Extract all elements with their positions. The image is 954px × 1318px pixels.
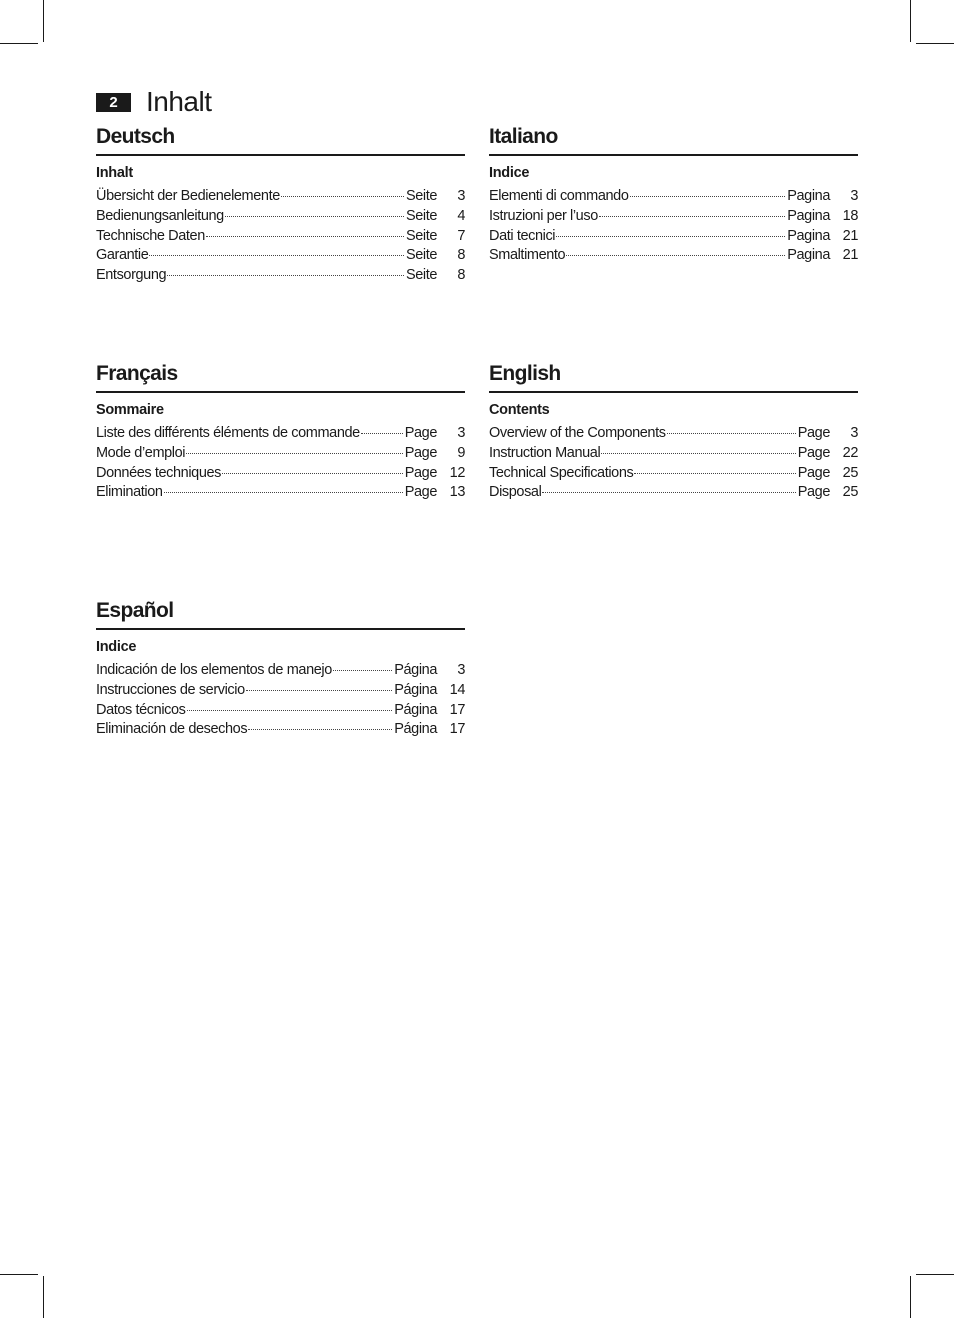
- toc-page-word: Page: [797, 425, 830, 441]
- toc-entry-label: Technische Daten: [96, 227, 205, 244]
- crop-mark-top-left-vertical: [43, 0, 44, 42]
- toc-page-number: 8: [457, 267, 465, 284]
- dot-leader: [281, 196, 404, 197]
- toc-page-number: 4: [457, 207, 465, 224]
- toc-page-number: 3: [850, 188, 858, 204]
- toc-entry-label: Eliminación de desechos: [96, 721, 248, 738]
- dot-leader: [246, 690, 392, 691]
- toc-page-number: 8: [457, 247, 465, 264]
- toc-entry-label: Elementi di commando: [489, 188, 629, 204]
- crop-mark-top-left-horizontal: [0, 43, 38, 44]
- dot-leader: [634, 473, 795, 474]
- toc-page-number: 22: [842, 444, 858, 461]
- toc-page-word: Page: [404, 484, 437, 501]
- toc-entry[interactable]: [96, 661, 465, 681]
- toc-entry[interactable]: [489, 227, 858, 247]
- page-title: Inhalt: [146, 86, 212, 117]
- toc-page-word: Pagina: [787, 247, 830, 264]
- dot-leader: [248, 729, 392, 730]
- toc-page-word: Página: [394, 662, 437, 678]
- toc-page-number: 13: [449, 484, 465, 501]
- dot-leader: [167, 275, 404, 276]
- crop-mark-bottom-right-vertical: [910, 1276, 911, 1318]
- toc-title: Contents: [489, 402, 550, 418]
- toc-entry[interactable]: [96, 483, 465, 503]
- toc-page-number: 7: [457, 227, 465, 244]
- toc-entry[interactable]: [489, 187, 858, 207]
- toc-page-number: 21: [842, 227, 858, 244]
- toc-title: Inhalt: [96, 165, 133, 181]
- dot-leader: [630, 196, 786, 197]
- toc-entry[interactable]: [489, 444, 858, 464]
- toc-entry-label: Dati tecnici: [489, 227, 556, 244]
- toc-entry[interactable]: [96, 187, 465, 207]
- dot-leader: [225, 216, 404, 217]
- toc-title: Indice: [489, 165, 530, 181]
- crop-mark-top-right-vertical: [910, 0, 911, 42]
- toc-title: Sommaire: [96, 402, 164, 418]
- toc-entry[interactable]: [96, 444, 465, 464]
- dot-leader: [361, 433, 403, 434]
- toc-page-number: 9: [457, 444, 465, 461]
- toc-page-word: Pagina: [787, 207, 830, 224]
- toc-entry-label: Entsorgung: [96, 267, 167, 284]
- toc-entry[interactable]: [96, 227, 465, 247]
- dot-leader: [164, 492, 403, 493]
- toc-list: [96, 424, 465, 503]
- toc-entry-label: Elimination: [96, 484, 163, 501]
- toc-page-word: Seite: [405, 227, 437, 244]
- toc-page-word: Page: [404, 464, 437, 481]
- section-francais: [96, 361, 465, 503]
- toc-entry[interactable]: [489, 424, 858, 444]
- dot-leader: [206, 236, 404, 237]
- dot-leader: [601, 453, 795, 454]
- toc-page-word: Seite: [405, 188, 437, 204]
- toc-entry-label: Indicación de los elementos de manejo: [96, 662, 332, 678]
- toc-page-number: 18: [842, 207, 858, 224]
- toc-entry-label: Instruction Manual: [489, 444, 601, 461]
- section-heading: Français: [96, 361, 465, 393]
- toc-entry-label: Données techniques: [96, 464, 222, 481]
- toc-entry-label: Istruzioni per l’uso: [489, 207, 598, 224]
- toc-entry[interactable]: [489, 464, 858, 484]
- toc-entry-label: Liste des différents éléments de commande: [96, 425, 360, 441]
- dot-leader: [333, 670, 392, 671]
- toc-entry[interactable]: [96, 424, 465, 444]
- toc-page-number: 17: [449, 721, 465, 738]
- toc-page-number: 3: [850, 425, 858, 441]
- toc-entry-label: Overview of the Components: [489, 425, 666, 441]
- toc-list: [489, 187, 858, 266]
- toc-entry[interactable]: [96, 720, 465, 740]
- section-espanol: [96, 598, 465, 740]
- toc-entry-label: Übersicht der Bedienelemente: [96, 188, 280, 204]
- dot-leader: [187, 710, 393, 711]
- section-heading: Italiano: [489, 124, 858, 156]
- toc-page-number: 25: [842, 484, 858, 501]
- toc-list: [489, 424, 858, 503]
- toc-page-number: 14: [449, 681, 465, 698]
- dot-leader: [149, 255, 404, 256]
- toc-page-word: Pagina: [787, 227, 830, 244]
- toc-entry-label: Technical Specifications: [489, 464, 634, 481]
- toc-page-word: Seite: [405, 207, 437, 224]
- crop-mark-bottom-left-horizontal: [0, 1274, 38, 1275]
- dot-leader: [667, 433, 796, 434]
- crop-mark-top-right-horizontal: [916, 43, 954, 44]
- crop-mark-bottom-left-vertical: [43, 1276, 44, 1318]
- dot-leader: [566, 255, 785, 256]
- toc-title: Indice: [96, 639, 137, 655]
- toc-entry[interactable]: [96, 246, 465, 266]
- toc-page-word: Page: [404, 425, 437, 441]
- toc-page-number: 3: [457, 662, 465, 678]
- toc-page-number: 3: [457, 425, 465, 441]
- toc-entry[interactable]: [96, 464, 465, 484]
- toc-page-number: 25: [842, 464, 858, 481]
- toc-page-number: 21: [842, 247, 858, 264]
- dot-leader: [186, 453, 403, 454]
- toc-entry[interactable]: [96, 681, 465, 701]
- toc-list: [96, 661, 465, 740]
- toc-page-word: Pagina: [787, 188, 830, 204]
- section-deutsch: [96, 124, 465, 286]
- toc-entry-label: Garantie: [96, 247, 149, 264]
- toc-page-word: Página: [394, 681, 437, 698]
- section-heading: Deutsch: [96, 124, 465, 156]
- toc-page-number: 17: [449, 701, 465, 718]
- toc-entry-label: Disposal: [489, 484, 542, 501]
- toc-page-word: Página: [394, 721, 437, 738]
- toc-page-word: Page: [797, 444, 830, 461]
- crop-mark-bottom-right-horizontal: [916, 1274, 954, 1275]
- toc-page-word: Seite: [405, 267, 437, 284]
- toc-entry-label: Datos técnicos: [96, 701, 186, 718]
- toc-list: [96, 187, 465, 286]
- toc-page-word: Page: [404, 444, 437, 461]
- toc-entry-label: Instrucciones de servicio: [96, 681, 245, 698]
- page-number-badge: 2: [96, 93, 131, 112]
- section-heading: Español: [96, 598, 465, 630]
- toc-entry[interactable]: [489, 483, 858, 503]
- toc-entry[interactable]: [96, 207, 465, 227]
- toc-page-word: Page: [797, 464, 830, 481]
- toc-entry-label: Bedienungsanleitung: [96, 207, 224, 224]
- toc-entry[interactable]: [489, 246, 858, 266]
- section-heading: English: [489, 361, 858, 393]
- toc-entry-label: Smaltimento: [489, 247, 566, 264]
- dot-leader: [556, 236, 785, 237]
- toc-entry[interactable]: [96, 266, 465, 286]
- toc-entry[interactable]: [96, 701, 465, 721]
- toc-page-number: 12: [449, 464, 465, 481]
- toc-entry[interactable]: [489, 207, 858, 227]
- dot-leader: [222, 473, 403, 474]
- toc-page-word: Página: [394, 701, 437, 718]
- toc-page-word: Seite: [405, 247, 437, 264]
- toc-entry-label: Mode d’emploi: [96, 444, 186, 461]
- dot-leader: [599, 216, 785, 217]
- toc-page-word: Page: [797, 484, 830, 501]
- dot-leader: [542, 492, 795, 493]
- toc-page-number: 3: [457, 188, 465, 204]
- section-italiano: [489, 124, 858, 266]
- section-english: [489, 361, 858, 503]
